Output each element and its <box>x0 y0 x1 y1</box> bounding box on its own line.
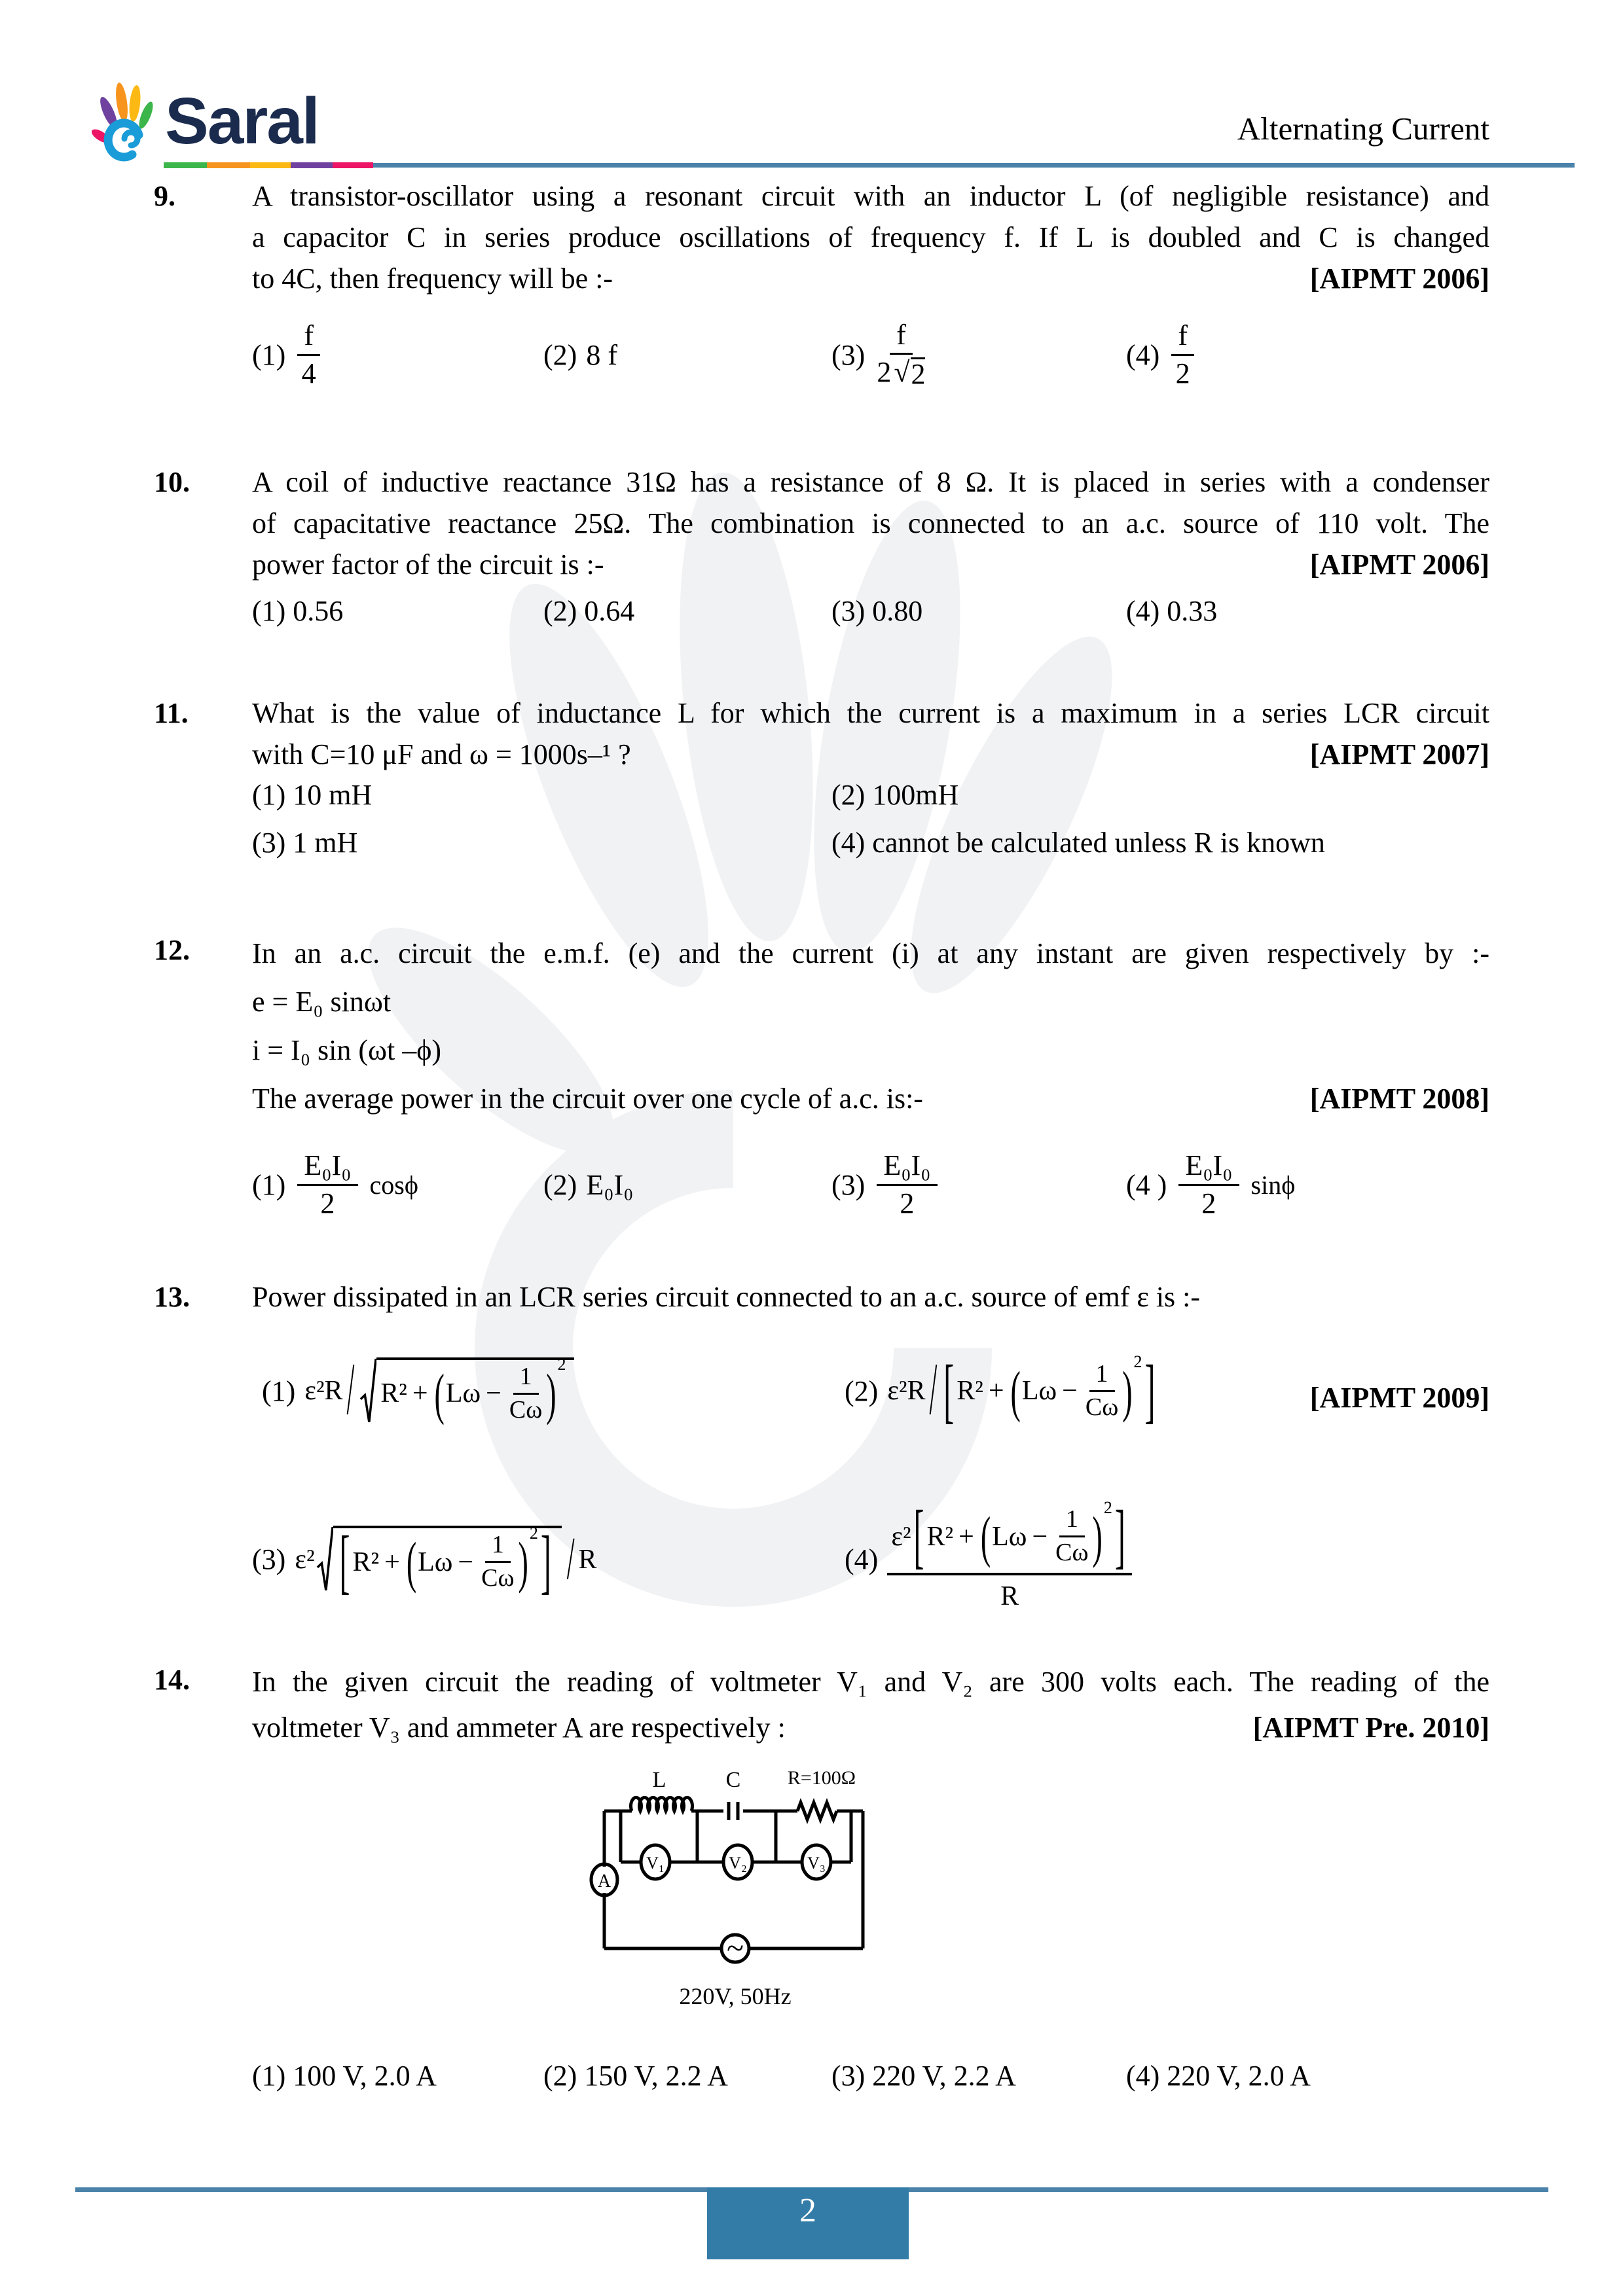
fraction-denominator: 2 <box>900 1187 915 1219</box>
option-3 <box>831 590 922 632</box>
option-value: (3) 220 V, 2.2 A <box>831 2060 1016 2092</box>
capacitor-label: C <box>725 1768 741 1792</box>
division-slash: / <box>929 1350 938 1432</box>
exam-tag: [AIPMT 2007] <box>1309 738 1489 770</box>
question-number: 11. <box>154 697 189 729</box>
resistor-label: R=100Ω <box>787 1767 856 1789</box>
option-3 <box>831 2055 1016 2096</box>
question-text-line <box>252 544 1489 585</box>
exponent-two: 2 <box>557 1355 566 1374</box>
division-slash: / <box>346 1350 355 1432</box>
fraction-denominator <box>877 355 925 389</box>
question-text-line: A coil of inductive reactance 31Ω has a resistance of 8 Ω. It is placed in series with a condenser <box>252 466 1489 498</box>
source-rating-label: 220V, 50Hz <box>679 1983 792 2009</box>
exponent-two: 2 <box>1133 1352 1142 1371</box>
option-value: (4) 0.33 <box>1126 595 1218 627</box>
question-text-line <box>252 258 1489 299</box>
fraction-numerator: E₀I₀ <box>877 1151 937 1185</box>
option-1 <box>252 1129 418 1240</box>
option-value: (3) 1 mH <box>252 827 358 859</box>
fraction <box>297 321 320 388</box>
right-paren: ) <box>1122 1359 1133 1423</box>
one: 1 <box>485 1532 511 1563</box>
option-3 <box>252 822 357 863</box>
L-omega: Lω <box>992 1521 1027 1552</box>
chapter-title: Alternating Current <box>1237 111 1489 147</box>
option-1 <box>262 1322 575 1460</box>
minus-sign: − <box>1062 1376 1078 1406</box>
exam-tag: [AIPMT 2006] <box>1309 548 1489 581</box>
resistor-zigzag <box>797 1803 837 1820</box>
fraction <box>877 320 925 389</box>
left-paren: ( <box>434 1361 445 1426</box>
option-1 <box>252 590 343 632</box>
left-bracket: [ <box>339 1522 350 1602</box>
question-12 <box>154 929 1489 1123</box>
question-text: with C=10 μF and ω = 1000s–¹ ? <box>252 738 631 770</box>
C-omega: Cω <box>481 1564 515 1592</box>
q13-options-row1 <box>252 1322 1489 1460</box>
q12-options <box>252 1129 1489 1240</box>
minus-sign: − <box>458 1547 474 1577</box>
exam-tag: [AIPMT 2008] <box>1309 1083 1489 1115</box>
question-text-line <box>252 1705 1489 1751</box>
equation-current: i = I₀ sin (ωt –ϕ) <box>252 1034 442 1066</box>
option-value: (2) 150 V, 2.2 A <box>543 2060 728 2092</box>
inductor-coil <box>631 1797 693 1811</box>
exam-tag: [AIPMT 2006] <box>1309 262 1489 295</box>
option-label: (3) <box>252 1543 286 1575</box>
R-squared: R² <box>352 1547 380 1577</box>
option-2 <box>831 774 958 816</box>
trig-suffix: cosϕ <box>369 1170 418 1200</box>
C-omega: Cω <box>1085 1393 1119 1421</box>
logo-underline-orange <box>207 162 250 168</box>
question-text-line: of capacitative reactance 25Ω. The combination is connected to an a.c. source of 110 volt. The <box>252 507 1489 539</box>
plus-sign: + <box>958 1521 974 1552</box>
fraction-numerator: f <box>1171 321 1194 355</box>
logo-underline-yellow <box>250 162 291 168</box>
question-text: voltmeter V₃ and ammeter A are respectively : <box>252 1712 786 1744</box>
equation-emf: e = E₀ sinωt <box>252 986 392 1018</box>
option-4 <box>831 822 1325 863</box>
C-omega: Cω <box>509 1395 543 1424</box>
epsilon-squared-R: ε²R <box>887 1376 926 1406</box>
question-9 <box>154 175 1489 299</box>
fraction <box>1171 321 1194 388</box>
question-11 <box>154 692 1489 775</box>
option-label: (4) <box>1126 338 1160 371</box>
question-text-line: Power dissipated in an LCR series circuit connected to an a.c. source of emf ε is :- <box>252 1281 1201 1313</box>
right-bracket: ] <box>540 1522 551 1602</box>
logo-hand-icon <box>92 79 170 167</box>
epsilon-squared: ε² <box>891 1521 911 1552</box>
option-value: (1) 100 V, 2.0 A <box>252 2060 437 2092</box>
left-paren: ( <box>1010 1359 1021 1423</box>
exam-tag: [AIPMT 2009] <box>1309 1382 1489 1414</box>
option-label: (1) <box>252 338 286 371</box>
option-value: (3) 0.80 <box>831 595 923 627</box>
fraction <box>1178 1151 1239 1218</box>
right-paren: ) <box>546 1361 556 1426</box>
option-value: (4) 220 V, 2.0 A <box>1126 2060 1311 2092</box>
ac-source-symbol: ~ <box>727 1931 744 1965</box>
fraction-numerator: E₀I₀ <box>1178 1151 1239 1185</box>
question-text-line: A transistor-oscillator using a resonant circuit with an inductor L (of negligible resistance) and <box>252 180 1489 212</box>
option-value: (1) 10 mH <box>252 779 373 811</box>
trig-suffix: sinϕ <box>1250 1170 1296 1200</box>
page-number-badge <box>707 2187 909 2259</box>
question-text-line <box>252 734 1489 775</box>
exponent-two: 2 <box>529 1523 538 1543</box>
question-text: to 4C, then frequency will be :- <box>252 262 613 295</box>
minus-sign: − <box>486 1378 501 1408</box>
R-squared: R² <box>926 1521 954 1552</box>
fraction-numerator: f <box>890 320 913 355</box>
option-4 <box>1126 590 1217 632</box>
fraction-numerator: E₀I₀ <box>297 1151 357 1185</box>
option-value: (2) 0.64 <box>543 595 635 627</box>
left-paren: ( <box>980 1505 991 1568</box>
one: 1 <box>1059 1507 1085 1537</box>
option-label: (2) <box>543 1168 577 1201</box>
option-2 <box>543 2055 728 2096</box>
fraction-denominator: 2 <box>1201 1187 1216 1219</box>
q10-options <box>252 590 1489 632</box>
radicand: 2 <box>911 358 926 390</box>
option-1 <box>252 302 323 407</box>
plus-sign: + <box>384 1547 400 1577</box>
q13-options-row2 <box>252 1482 1489 1636</box>
option-4 <box>1126 1129 1295 1240</box>
left-bracket: [ <box>943 1351 955 1431</box>
q11-options-row2 <box>252 822 1489 863</box>
option-3 <box>831 1129 940 1240</box>
option-2 <box>543 590 634 632</box>
q9-options <box>252 302 1489 407</box>
capacitor-plates <box>729 1802 738 1820</box>
exponent-two: 2 <box>1103 1498 1112 1517</box>
logo-underline-green <box>164 162 207 168</box>
plus-sign: + <box>988 1376 1004 1406</box>
question-text-line: In the given circuit the reading of voltmeter V₁ and V₂ are 300 volts each. The reading of the <box>252 1666 1489 1698</box>
option-4 <box>1126 2055 1311 2096</box>
fraction <box>877 1151 937 1218</box>
fraction-numerator: f <box>297 321 320 355</box>
option-label: (2) <box>845 1374 879 1407</box>
voltmeter2-label: V₂ <box>729 1854 747 1873</box>
question-number: 9. <box>154 180 175 212</box>
voltmeter1-label: V₁ <box>646 1854 665 1873</box>
option-label: (4) <box>845 1543 879 1575</box>
option-2 <box>543 302 617 407</box>
question-number: 13. <box>154 1281 190 1313</box>
question-14 <box>154 1659 1489 1751</box>
option-4 <box>1126 302 1197 407</box>
right-paren: ) <box>1092 1505 1103 1568</box>
right-bracket: ] <box>1114 1496 1125 1577</box>
radical-sign: √ <box>894 356 910 388</box>
radical <box>316 1522 562 1602</box>
minus-sign: − <box>1032 1521 1048 1552</box>
question-10 <box>154 461 1489 585</box>
option-value: E₀I₀ <box>586 1168 634 1201</box>
logo-underline-purple <box>291 162 333 168</box>
plus-sign: + <box>412 1378 428 1408</box>
option-value: (1) 0.56 <box>252 595 344 627</box>
one: 1 <box>513 1364 539 1395</box>
logo-underline-pink <box>333 162 373 168</box>
option-label: (3) <box>831 1168 866 1201</box>
option-3 <box>252 1482 597 1636</box>
fraction <box>297 1151 357 1218</box>
option-2 <box>543 1129 634 1240</box>
ammeter-label: A <box>597 1871 611 1892</box>
option-value: (4) cannot be calculated unless R is known <box>831 827 1325 859</box>
question-text: power factor of the circuit is :- <box>252 548 604 581</box>
question-number: 14. <box>154 1664 190 1696</box>
epsilon-squared-R: ε²R <box>304 1376 343 1406</box>
radical <box>359 1357 574 1425</box>
L-omega: Lω <box>1021 1376 1057 1406</box>
exam-tag: [AIPMT Pre. 2010] <box>1252 1712 1489 1744</box>
L-omega: Lω <box>418 1547 453 1577</box>
right-bracket: ] <box>1144 1351 1156 1431</box>
fraction-denominator: 2 <box>1175 357 1190 389</box>
logo-brand-text: Saral <box>165 84 319 158</box>
option-3 <box>831 302 928 407</box>
question-text-line: In an a.c. circuit the e.m.f. (e) and the current (i) at any instant are given respectively by :- <box>252 937 1489 969</box>
option-value: 8 f <box>586 338 617 371</box>
q14-options <box>252 2055 1489 2096</box>
option-1 <box>252 2055 437 2096</box>
R: R <box>1000 1581 1019 1611</box>
C-omega: Cω <box>1055 1539 1089 1566</box>
option-4 <box>845 1482 1132 1636</box>
R-squared: R² <box>380 1378 407 1408</box>
option-value: (2) 100mH <box>831 779 959 811</box>
L-omega: Lω <box>445 1378 481 1408</box>
page-number: 2 <box>799 2192 816 2229</box>
left-bracket: [ <box>913 1496 924 1577</box>
R: R <box>578 1544 597 1575</box>
question-text-line: a capacitor C in series produce oscillations of frequency f. If L is doubled and C is changed <box>252 221 1489 253</box>
displayed-fraction <box>887 1496 1132 1612</box>
epsilon-squared: ε² <box>295 1544 315 1575</box>
question-number: 10. <box>154 466 190 498</box>
division-slash: / <box>566 1526 575 1593</box>
option-label: (1) <box>262 1374 296 1407</box>
coefficient: 2 <box>877 356 892 388</box>
question-text-line <box>252 1075 1489 1123</box>
option-2 <box>845 1322 1158 1460</box>
option-label: (4 ) <box>1126 1168 1167 1201</box>
option-label: (2) <box>543 338 577 371</box>
question-13 <box>154 1276 1489 1318</box>
right-paren: ) <box>518 1530 528 1594</box>
left-paren: ( <box>406 1530 417 1594</box>
option-1 <box>252 774 372 816</box>
R-squared: R² <box>957 1376 983 1406</box>
circuit-diagram <box>560 1761 1084 2036</box>
question-number: 12. <box>154 934 190 966</box>
option-label: (3) <box>831 338 866 371</box>
question-text: The average power in the circuit over one cycle of a.c. is:- <box>252 1083 923 1115</box>
header-rule <box>373 163 1575 168</box>
fraction-denominator: 4 <box>301 357 316 389</box>
option-label: (1) <box>252 1168 286 1201</box>
q11-options-row1 <box>252 774 1489 816</box>
fraction-denominator: 2 <box>320 1187 335 1219</box>
voltmeter3-label: V₃ <box>807 1854 826 1873</box>
one: 1 <box>1089 1361 1115 1392</box>
inductor-label: L <box>652 1768 666 1792</box>
question-text-line: What is the value of inductance L for which the current is a maximum in a series LCR circuit <box>252 697 1489 729</box>
